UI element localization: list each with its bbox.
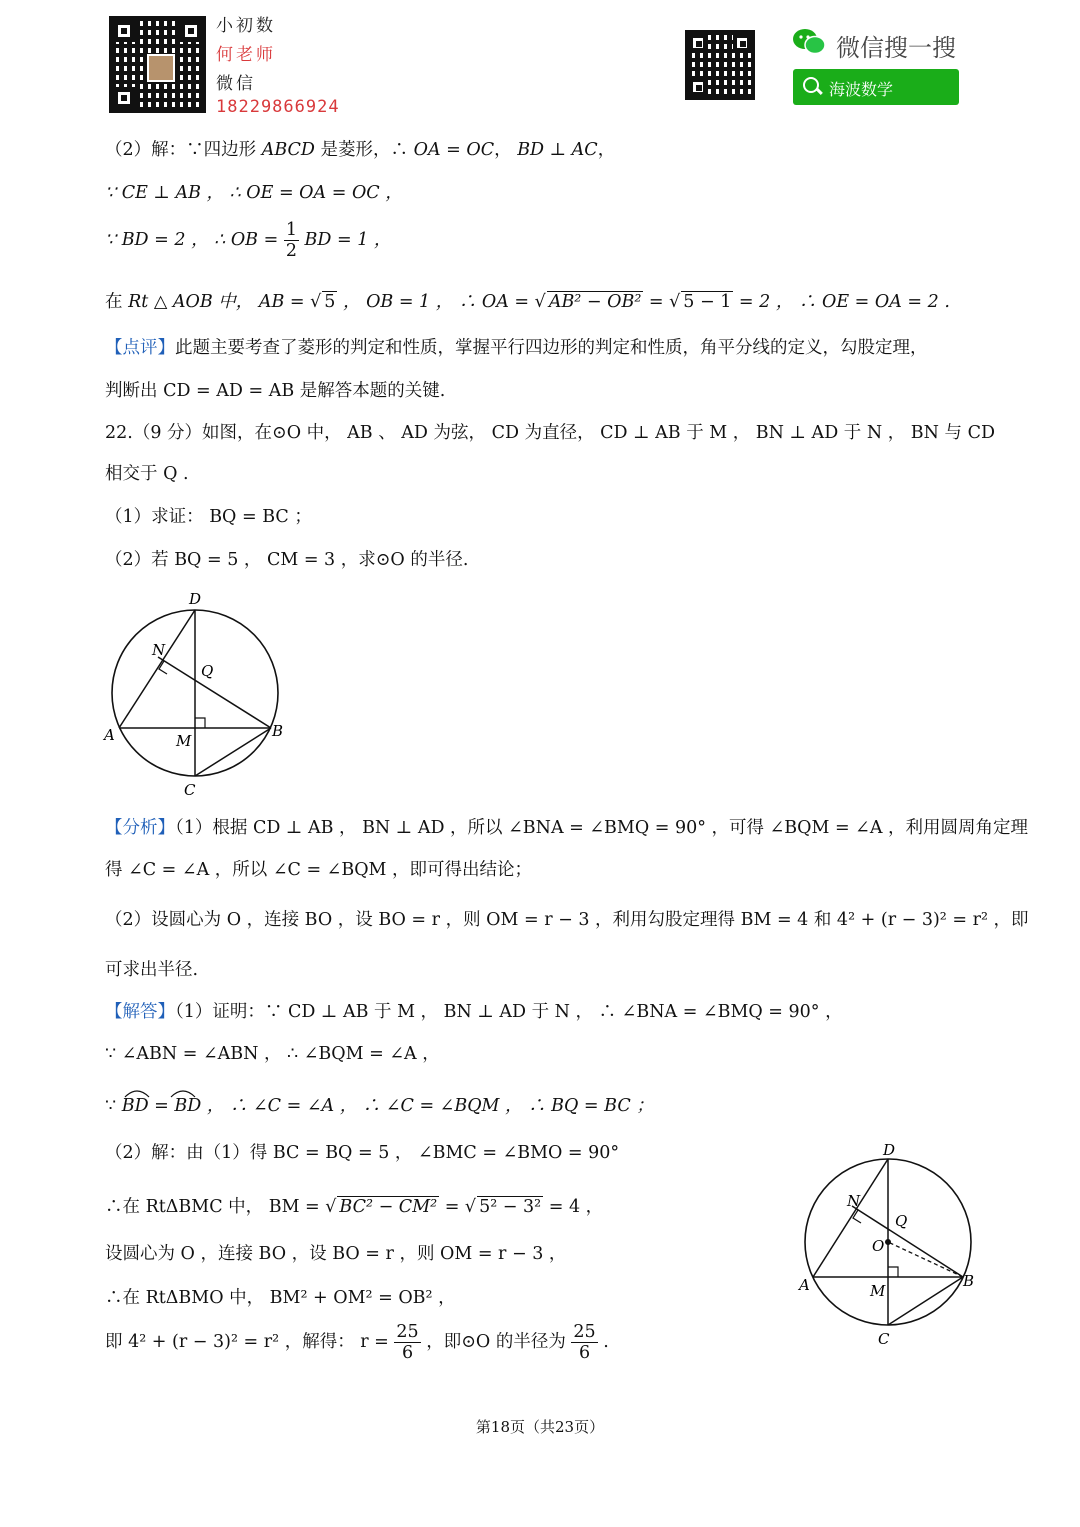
label-n: N (152, 641, 166, 659)
right-angle-m (195, 718, 205, 728)
arc-bd-2: BD (174, 1096, 202, 1116)
analysis-line-2: 得 ∠C = ∠A ，所以 ∠C = ∠BQM ，即可得出结论； (105, 860, 533, 880)
geometry-figure-1 (100, 585, 300, 800)
problem-22-question-2: （2）若 BQ = 5 ， CM = 3 ，求⊙O 的半径. (105, 550, 469, 570)
label-q: Q (201, 662, 214, 680)
geometry-figure-2 (795, 1135, 985, 1350)
solution-line-3: ∵ BD = 2 ， ∴ OB = $\frac{1}{2}$ BD = 1 ， (105, 220, 392, 261)
label-m: M (176, 732, 192, 750)
search-term: 海波数学 (829, 80, 894, 99)
solution-line-2: ∵ CE ⊥ AB ， ∴ OE = OA = OC ， (105, 183, 403, 203)
chord-ad (813, 1159, 888, 1277)
avatar (147, 54, 175, 82)
label-d: D (883, 1141, 896, 1159)
label-o: O (872, 1237, 885, 1255)
center-point-o (885, 1239, 891, 1245)
label-b: B (272, 722, 284, 740)
handwritten-note-2: 何老师 (216, 45, 276, 65)
label-c: C (878, 1330, 890, 1348)
segment-bc (888, 1277, 963, 1325)
answer-tag: 【解答】 (105, 1002, 175, 1022)
segment-bo-dashed (888, 1242, 963, 1277)
qr-code-left (109, 16, 206, 113)
answer-line-3: ∵ BD = BD ， ∴ ∠C = ∠A ， ∴ ∠C = ∠BQM ， ∴ BQ = BC ； (105, 1096, 654, 1116)
label-d: D (189, 590, 202, 608)
segment-bc (195, 728, 271, 776)
answer-line-8: 即 4² + (r − 3)² = r² ，解得： r = $\frac{25}{6}$ ，即⊙O 的半径为 $\frac{25}{6}$ . (105, 1322, 609, 1363)
page-number: 第18页（共23页） (475, 1418, 605, 1436)
answer-line-6: 设圆心为 O ，连接 BO ，设 BO = r ，则 OM = r − 3 ， (105, 1244, 567, 1264)
label-c: C (184, 781, 196, 799)
wechat-logo-icon (792, 28, 826, 56)
handwritten-phone: 18229866924 (216, 97, 340, 117)
label-b: B (963, 1272, 975, 1290)
segment-bn (852, 1206, 963, 1277)
comment-line-1: 【点评】此题主要考查了菱形的判定和性质，掌握平行四边形的判定和性质，角平分线的定义，勾股定理， (105, 338, 928, 358)
label-m: M (870, 1282, 886, 1300)
answer-line-7: ∴在 RtΔBMO 中， BM² + OM² = OB² ， (105, 1288, 456, 1308)
solution-line-1: （2）解：∵四边形 ABCD 是菱形，∴ OA = OC， BD ⊥ AC， (105, 140, 616, 160)
arc-mark-2 (170, 1088, 196, 1098)
comment-tag: 【点评】 (105, 338, 175, 358)
answer-line-1: 【解答】（1）证明：∵ CD ⊥ AB 于 M ， BN ⊥ AD 于 N ， ∴ ∠BNA = ∠BMQ = 90° ， (105, 1002, 843, 1022)
problem-22-line-2: 相交于 Q . (105, 464, 189, 484)
handwritten-note-3: 微信 (216, 74, 256, 94)
label-a: A (799, 1276, 810, 1294)
label-q: Q (895, 1212, 908, 1230)
solution-line-4: 在 Rt △ AOB 中， AB = √ 5 ， OB = 1 ， ∴ OA = √ AB² − OB² = √ 5 − 1 = 2 ， ∴ OE = OA = 2 . (105, 292, 950, 312)
right-angle-m (888, 1267, 898, 1277)
arc-mark-1 (124, 1088, 150, 1098)
comment-line-2: 判断出 CD = AD = AB 是解答本题的关键. (105, 381, 446, 401)
analysis-tag: 【分析】 (105, 818, 175, 838)
wechat-search-label: 微信搜一搜 (836, 34, 956, 62)
chord-ad (119, 610, 195, 728)
answer-line-2: ∵ ∠ABN = ∠ABN ， ∴ ∠BQM = ∠A ， (105, 1044, 440, 1064)
handwritten-note-1: 小初数 (216, 16, 276, 36)
analysis-line-3: （2）设圆心为 O ，连接 BO ，设 BO = r ，则 OM = r − 3 ，利用勾股定理得 BM = 4 和 4² + (r − 3)² = r² ，即 (105, 910, 1029, 930)
wechat-search-button[interactable] (793, 69, 959, 105)
answer-line-4: （2）解：由（1）得 BC = BQ = 5 ， ∠BMC = ∠BMO = 90° (105, 1143, 620, 1163)
label-a: A (104, 726, 115, 744)
problem-22-line-1: 22.（9 分）如图，在⊙O 中， AB 、 AD 为弦， CD 为直径， CD ⊥ AB 于 M ， BN ⊥ AD 于 N ， BN 与 CD (105, 423, 996, 443)
arc-bd-1: BD (121, 1096, 149, 1116)
label-n: N (847, 1192, 861, 1210)
analysis-line-4: 可求出半径. (105, 960, 199, 980)
segment-bn (158, 657, 271, 728)
qr-code-right[interactable] (685, 30, 755, 100)
problem-22-question-1: （1）求证： BQ = BC ； (105, 507, 312, 527)
analysis-line-1: 【分析】（1）根据 CD ⊥ AB ， BN ⊥ AD ，所以 ∠BNA = ∠BMQ = 90° ，可得 ∠BQM = ∠A ，利用圆周角定理 (105, 818, 1029, 838)
search-icon-handle (816, 88, 823, 95)
answer-line-5: ∴在 RtΔBMC 中， BM = √ BC² − CM² = √ 5² − 3² = 4 ， (105, 1197, 604, 1217)
